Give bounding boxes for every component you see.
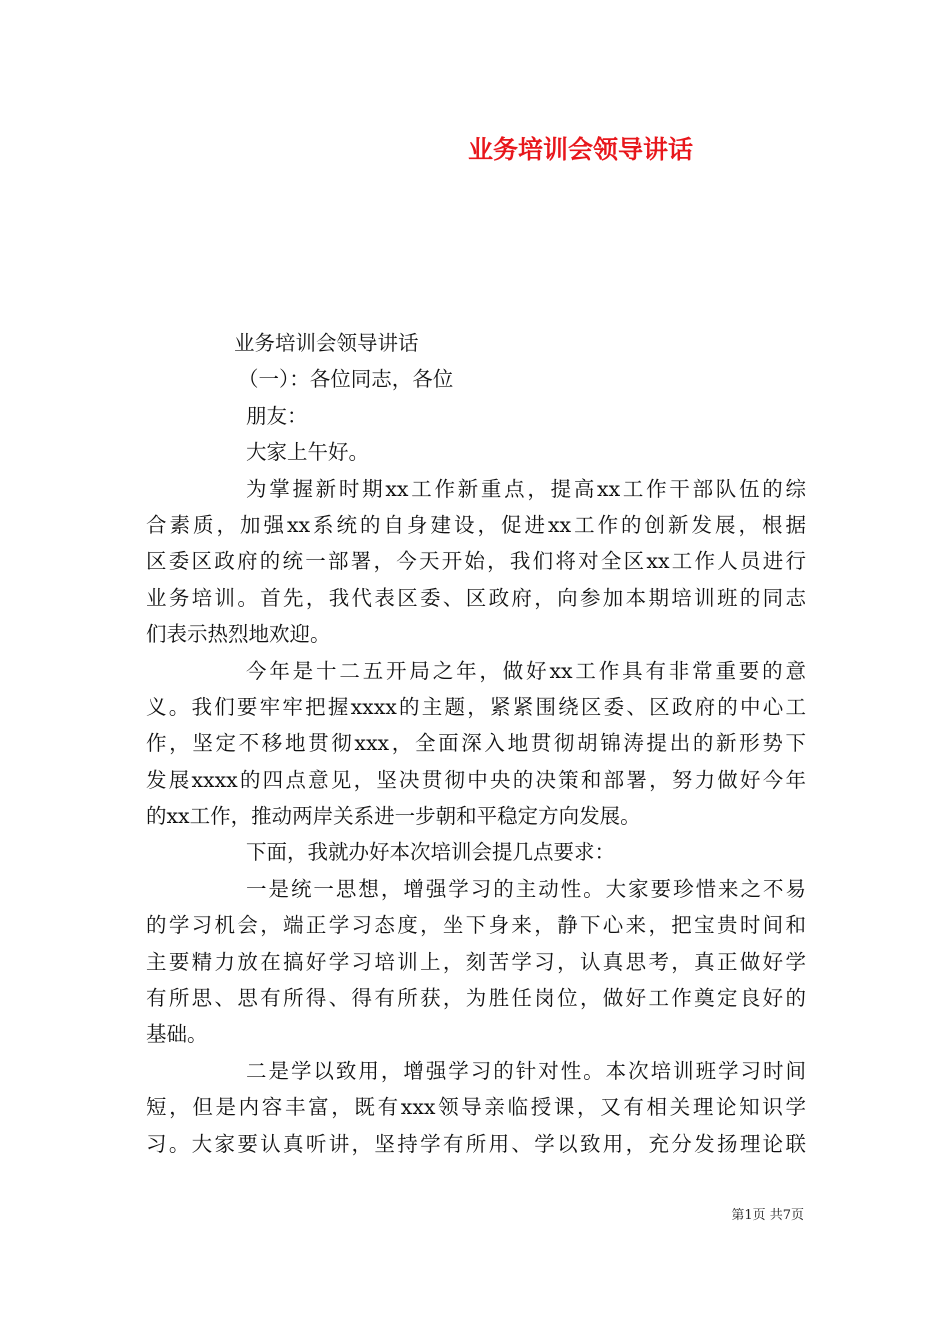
greeting-line: 大家上午好。 (246, 440, 369, 465)
paragraph-line: 一是统一思想，增强学习的主动性。大家要珍惜来之不易 (246, 876, 806, 901)
greeting-line: （一）：各位同志，各位 (238, 367, 454, 392)
paragraph-line: 们表示热烈地欢迎。 (146, 622, 331, 647)
paragraph-line: 的xx工作，推动两岸关系进一步朝和平稳定方向发展。 (146, 804, 641, 829)
paragraph-line: 基础。 (146, 1022, 208, 1047)
page-number-footer: 第1页 共7页 (731, 1208, 804, 1223)
paragraph-line: 主要精力放在搞好学习培训上，刻苦学习，认真思考，真正做好学 (146, 949, 806, 974)
page-title: 业务培训会领导讲话 (468, 135, 694, 164)
document-body (146, 325, 806, 1162)
paragraph-line: 合素质，加强xx系统的自身建设，促进xx工作的创新发展，根据 (146, 512, 806, 537)
paragraph-line: 为掌握新时期xx工作新重点，提高xx工作干部队伍的综 (246, 476, 806, 501)
paragraph-line: 业务培训。首先，我代表区委、区政府，向参加本期培训班的同志 (146, 585, 806, 610)
paragraph-line: 义。我们要牢牢把握xxxx的主题，紧紧围绕区委、区政府的中心工 (146, 694, 806, 719)
subtitle-line: 业务培训会领导讲话 (234, 331, 419, 355)
paragraph-line: 区委区政府的统一部署，今天开始，我们将对全区xx工作人员进行 (146, 549, 806, 574)
paragraph-line: 作，坚定不移地贯彻xxx，全面深入地贯彻胡锦涛提出的新形势下 (146, 731, 806, 756)
paragraph-line: 二是学以致用，增强学习的针对性。本次培训班学习时间 (246, 1058, 806, 1083)
paragraph-line: 有所思、思有所得、得有所获，为胜任岗位，做好工作奠定良好的 (146, 986, 806, 1011)
paragraph-line: 习。大家要认真听讲，坚持学有所用、学以致用，充分发扬理论联 (146, 1131, 806, 1156)
paragraph-line: 短，但是内容丰富，既有xxx领导亲临授课，又有相关理论知识学 (146, 1095, 806, 1120)
paragraph-line: 发展xxxx的四点意见，坚决贯彻中央的决策和部署，努力做好今年 (146, 767, 806, 792)
greeting-line: 朋友： (246, 403, 308, 428)
paragraph-line: 今年是十二五开局之年，做好xx工作具有非常重要的意 (246, 658, 806, 683)
paragraph-line: 下面，我就办好本次培训会提几点要求： (246, 840, 615, 865)
paragraph-line: 的学习机会，端正学习态度，坐下身来，静下心来，把宝贵时间和 (146, 913, 806, 938)
